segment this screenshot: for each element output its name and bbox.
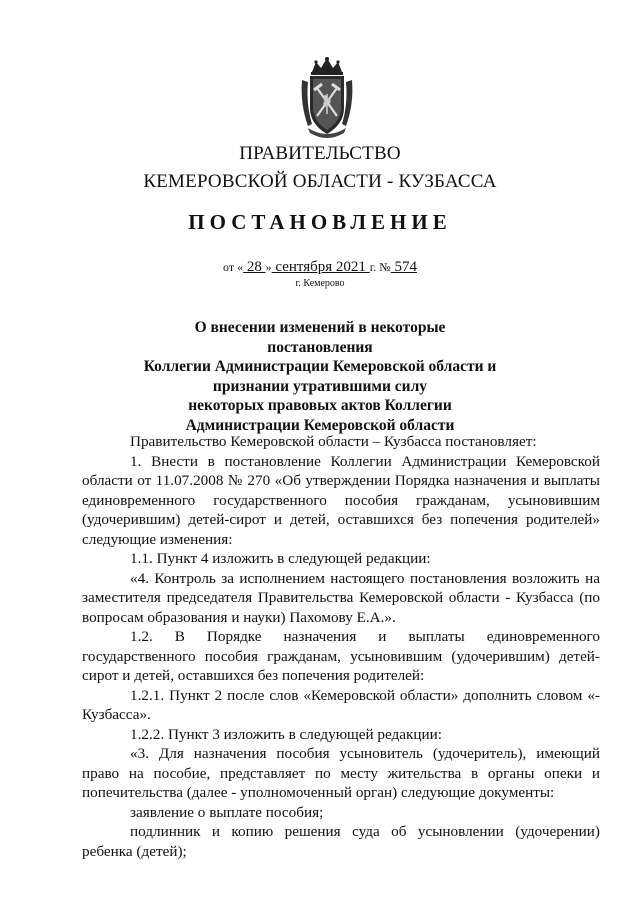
body-paragraph: заявление о выплате пособия;	[130, 803, 324, 821]
document-type: ПОСТАНОВЛЕНИЕ	[188, 210, 452, 234]
government-name-line-1: ПРАВИТЕЛЬСТВО	[239, 143, 401, 164]
date-prefix: от «	[223, 260, 244, 274]
date-month-year: сентября 2021	[271, 259, 370, 275]
date-day: 28	[243, 259, 266, 275]
body-paragraph: подлинник и копию решения суда об усыновлении (удочерении) ребенка (детей);	[82, 823, 600, 860]
body-paragraph: «3. Для назначения пособия усыновитель (удочеритель), имеющий право на пособие, представляет по месту жительства в органы опеки и попечительства (далее - уполномоченный орган) следующие документы:	[82, 745, 600, 801]
document-title	[140, 318, 500, 436]
body-paragraph: 1. Внести в постановление Коллегии Администрации Кемеровской области от 11.07.2008 № 270 «Об утверждении Порядка назначения и выплаты единовременного государственного пособия гражданам, усыновившим (удочерившим) детей-сирот и детей, оставшихся без попечения родителей» следующие изменения:	[82, 452, 600, 548]
title-line: Администрации Кемеровской области	[185, 416, 455, 434]
date-and-number-line	[0, 259, 640, 276]
government-name-line-2: КЕМЕРОВСКОЙ ОБЛАСТИ - КУЗБАССА	[143, 171, 497, 192]
title-line: Коллегии Администрации Кемеровской области и	[143, 358, 497, 376]
body-paragraph: 1.2.2. Пункт 3 изложить в следующей редакции:	[130, 725, 443, 743]
body-paragraph: 1.2. В Порядке назначения и выплаты единовременного государственного пособия гражданам, усыновившим (удочерившим) детей-сирот и детей, оставшихся без попечения родителей:	[82, 628, 600, 684]
coat-of-arms-emblem	[298, 54, 356, 138]
number-label: №	[379, 260, 391, 274]
body-paragraph: 1.2.1. Пункт 2 после слов «Кемеровской области» дополнить словом «- Кузбасса».	[82, 686, 600, 723]
body-paragraph: Правительство Кемеровской области – Кузбасса постановляет:	[130, 433, 537, 450]
date-close-quote: »	[265, 260, 272, 274]
body-paragraph: 1.1. Пункт 4 изложить в следующей редакции:	[130, 550, 431, 567]
title-line: некоторых правовых актов Коллегии	[188, 397, 452, 415]
city-label: г. Кемерово	[295, 278, 345, 289]
body-paragraph: «4. Контроль за исполнением настоящего постановления возложить на заместителя председателя Правительства Кемеровской области - Кузбасса (по вопросам образования и науки) Пахомову Е.А.».	[82, 569, 600, 626]
document-body	[82, 432, 600, 861]
title-line: признании утратившими силу	[212, 377, 428, 395]
title-line: О внесении изменений в некоторые постановления	[194, 319, 446, 356]
document-number: 574	[390, 259, 417, 275]
year-suffix: г.	[369, 260, 377, 274]
